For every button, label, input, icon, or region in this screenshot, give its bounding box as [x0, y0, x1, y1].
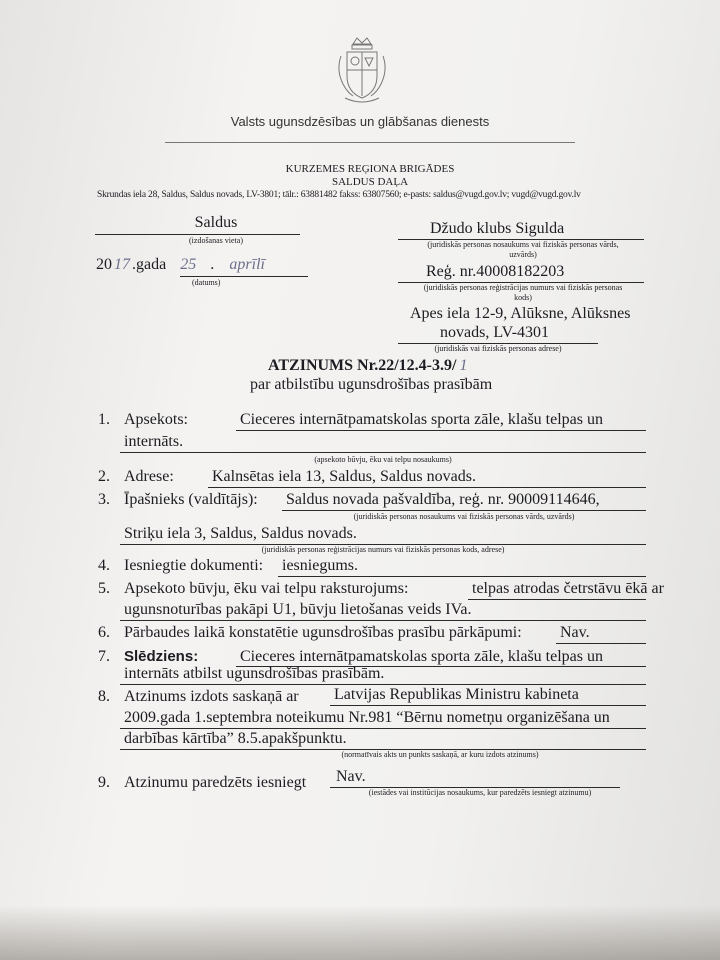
recipient-name-caption-2: uzvārds)	[509, 250, 537, 259]
recipient-name-caption-1: (juridiskās personas nosaukums vai fiziskās personas vārds,	[427, 240, 619, 249]
item-3-caption-1: (juridiskās personas nosaukums vai fiziskās personas vārds, uzvārds)	[353, 512, 575, 521]
item-7-number: 7.	[98, 648, 110, 665]
coat-of-arms-emblem	[333, 36, 391, 106]
item-8-caption: (normatīvais akts un punkts saskaņā, ar kuru izdots atzinums)	[341, 750, 539, 759]
item-6-label: Pārbaudes laikā konstatētie ugunsdrošības prasību pārkāpumi:	[124, 624, 522, 641]
item-5-value-2: ugunsnoturības pakāpi U1, būvju lietošanas veids IVa.	[124, 601, 472, 618]
item-6-number: 6.	[98, 624, 110, 641]
item-1-line-2	[120, 452, 646, 453]
recipient-address-caption: (juridiskās vai fiziskās personas adrese)	[434, 344, 562, 353]
item-6-value: Nav.	[560, 624, 590, 641]
item-9-caption: (iestādes vai institūcijas nosaukums, kur paredzēts iesniegt atzinumu)	[368, 788, 592, 797]
date-day-handwritten: 25	[180, 256, 197, 273]
item-9-value: Nav.	[336, 768, 366, 785]
recipient-reg-caption-2: kods)	[514, 293, 532, 302]
item-3-value-1: Saldus novada pašvaldība, reģ. nr. 90009114646,	[286, 491, 600, 508]
item-3-number: 3.	[98, 491, 110, 508]
item-1-label: Apsekots:	[124, 411, 188, 428]
item-8-value-1: Latvijas Republikas Ministru kabineta	[334, 686, 579, 703]
item-9-label: Atzinumu paredzēts iesniegt	[124, 774, 307, 791]
item-1-value-1: Cieceres internātpamatskolas sporta zāle, klašu telpas un	[240, 411, 603, 428]
item-8-number: 8.	[98, 688, 110, 705]
document-number-handwritten: 1	[459, 357, 468, 374]
item-7-value-2: internāts atbilst ugunsdrošības prasībām.	[124, 665, 385, 682]
item-3-caption-2: (juridiskās personas reģistrācijas numurs vai fiziskās personas kods, adrese)	[261, 545, 505, 554]
date-caption: (datums)	[192, 278, 221, 287]
recipient-reg-caption-1: (juridiskās personas reģistrācijas numurs vai fiziskās personas	[423, 283, 623, 292]
document-title-text: ATZINUMS Nr.22/12.4-3.9/	[268, 357, 457, 374]
date-dot: .	[210, 256, 215, 273]
item-2-label: Adrese:	[124, 468, 174, 485]
item-7-line-2	[120, 684, 646, 685]
item-9-number: 9.	[98, 774, 110, 791]
item-4-label: Iesniegtie dokumenti:	[124, 557, 264, 574]
item-8-line-1	[330, 705, 646, 706]
item-3-value-2: Striķu iela 3, Saldus, Saldus novads.	[124, 525, 357, 542]
document-subtitle: par atbilstību ugunsdrošības prasībām	[250, 376, 493, 393]
item-8-line-2	[120, 728, 646, 729]
item-5-value-1: telpas atrodas četrstāvu ēkā ar	[472, 580, 664, 597]
item-3-label: Īpašnieks (valdītājs):	[124, 491, 258, 508]
item-5-line-1	[468, 599, 646, 600]
division-name: SALDUS DAĻA	[331, 176, 409, 188]
item-8-value-3: darbības kārtība” 8.5.apakšpunktu.	[124, 730, 347, 747]
date-month-handwritten: aprīlī	[229, 256, 265, 273]
page-bottom-shadow	[0, 905, 720, 960]
item-6-line	[556, 643, 646, 644]
item-4-number: 4.	[98, 557, 110, 574]
date-line	[180, 276, 308, 277]
agency-underline	[165, 142, 575, 143]
item-3-line-1	[282, 510, 646, 511]
issue-place-caption: (izdošanas vieta)	[189, 236, 243, 245]
document-title	[268, 357, 470, 375]
item-2-value: Kalnsētas iela 13, Saldus, Saldus novads.	[212, 468, 476, 485]
item-8-value-2: 2009.gada 1.septembra noteikumu Nr.981 “Bērnu nometņu organizēšana un	[124, 709, 610, 726]
item-5-line-2	[120, 620, 646, 621]
contact-info: Skrundas iela 28, Saldus, Saldus novads, LV-3801; tālr.: 63881482 fakss: 63807560; e-pasts: saldus@vugd.gov.lv; vugd@vugd.gov.lv	[97, 190, 581, 200]
item-2-number: 2.	[98, 468, 110, 485]
agency-name: Valsts ugunsdzēsības un glābšanas dienests	[230, 114, 490, 129]
item-8-label: Atzinums izdots saskaņā ar	[124, 688, 299, 705]
recipient-reg: Reģ. nr.40008182203	[426, 263, 565, 280]
item-1-line-1	[236, 430, 646, 431]
item-5-label: Apsekoto būvju, ēku vai telpu raksturojums:	[124, 580, 409, 597]
date-gada: .gada	[132, 256, 167, 273]
recipient-address-1: Apes iela 12-9, Alūksne, Alūksnes	[410, 305, 631, 322]
item-7-value-1: Cieceres internātpamatskolas sporta zāle, klašu telpas un	[240, 648, 603, 665]
item-4-line	[278, 576, 646, 577]
item-1-value-2: internāts.	[124, 433, 184, 450]
item-2-line	[208, 487, 646, 488]
item-7-label: Slēdziens:	[124, 648, 199, 665]
date-field	[96, 256, 280, 274]
item-5-number: 5.	[98, 580, 110, 597]
issue-place: Saldus	[194, 214, 238, 231]
brigade-name: KURZEMES REĢIONA BRIGĀDES	[285, 163, 455, 175]
item-1-caption: (apsekoto būvju, ēku vai telpu nosaukums)	[314, 455, 452, 464]
item-1-number: 1.	[98, 411, 110, 428]
item-4-value: iesniegums.	[282, 557, 358, 574]
date-prefix: 20	[96, 256, 112, 273]
recipient-address-2: novads, LV-4301	[440, 324, 550, 341]
issue-place-line	[95, 234, 300, 235]
date-year-handwritten: 17	[114, 256, 130, 273]
recipient-name: Džudo klubs Sigulda	[430, 220, 565, 237]
